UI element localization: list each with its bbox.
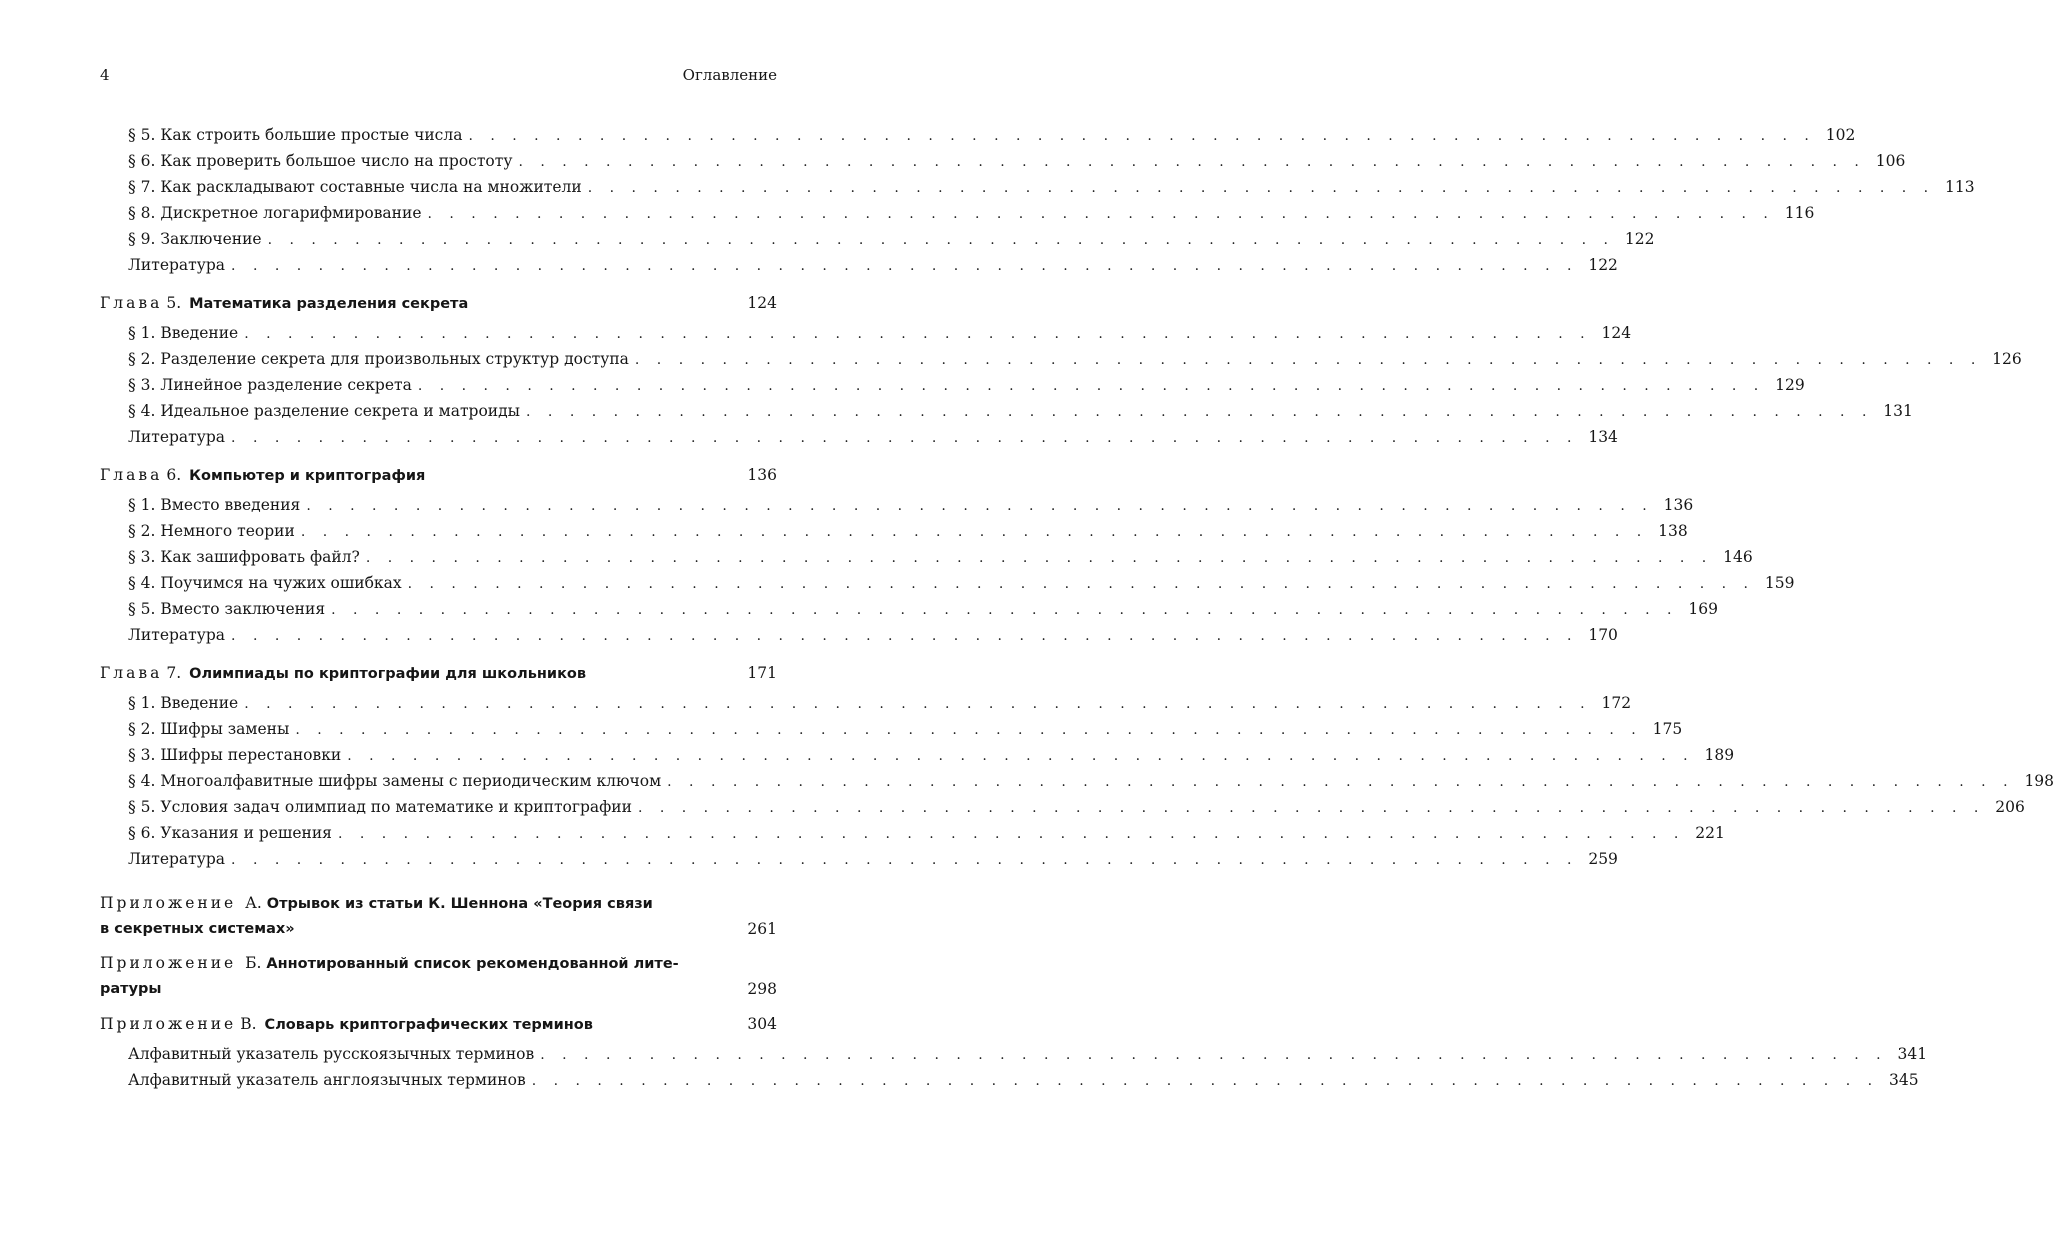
toc-entry-page: 116 xyxy=(1784,204,1815,222)
leader-dots: . . . . . . . . . . . . . . . . . . . . . . . . . . . . . . . . . . . . . . . . . . . . . . . . . . . . . . . . . . . . . . xyxy=(306,498,1654,514)
toc-entry-label: § 2. Шифры замены xyxy=(128,720,290,738)
toc-entry-page: 221 xyxy=(1695,824,1725,842)
appendix-title-line1: Аннотированный список рекомендованной лите- xyxy=(266,956,679,972)
leader-dots: . . . . . . . . . . . . . . . . . . . . . . . . . . . . . . . . . . . . . . . . . . . . . . . . . . . . . . . . . . . . . . xyxy=(231,852,1578,868)
leader-dots: . . . . . . . . . . . . . . . . . . . . . . . . . . . . . . . . . . . . . . . . . . . . . . . . . . . . . . . . . . . . . . xyxy=(637,800,1985,816)
toc-entry[interactable] xyxy=(100,372,1805,398)
chapter-title: Математика разделения секрета xyxy=(189,296,469,312)
toc-entry[interactable] xyxy=(100,742,1735,768)
toc-entry[interactable] xyxy=(100,596,1718,622)
page-header xyxy=(100,66,777,90)
leader-dots: . . . . . . . . . . . . . . . . . . . . . . . . . . . . . . . . . . . . . . . . . . . . . . . . . . . . . . . . . . . . . . xyxy=(347,748,1695,764)
toc-entry[interactable] xyxy=(100,424,1618,450)
leader-dots: . . . . . . . . . . . . . . . . . . . . . . . . . . . . . . . . . . . . . . . . . . . . . . . . . . . . . . . . . . . . . . xyxy=(417,378,1765,394)
appendix-prefix: Приложение xyxy=(100,1015,237,1033)
toc-entry[interactable] xyxy=(100,200,1815,226)
running-head: Оглавление xyxy=(682,66,777,84)
toc-entry-label: § 5. Вместо заключения xyxy=(128,600,326,618)
toc-entry-page: 170 xyxy=(1588,626,1618,644)
toc-entry-page: 172 xyxy=(1601,694,1632,712)
toc-entry-label: § 8. Дискретное логарифмирование xyxy=(128,204,422,222)
toc-entry-label: § 5. Условия задач олимпиад по математике и криптографии xyxy=(128,798,632,816)
appendix-letter: Б. xyxy=(245,954,262,972)
leader-dots: . . . . . . . . . . . . . . . . . . . . . . . . . . . . . . . . . . . . . . . . . . . . . . . . . . . . . . . . . . . . . . xyxy=(587,180,1935,196)
toc-entry-label: Литература xyxy=(128,428,226,446)
toc-entry-label: § 2. Немного теории xyxy=(128,522,295,540)
toc-entry[interactable] xyxy=(100,690,1632,716)
toc-entry[interactable] xyxy=(100,716,1683,742)
toc-entry-label: § 1. Введение xyxy=(128,324,239,342)
toc-entry-label: § 3. Шифры перестановки xyxy=(128,746,342,764)
leader-dots: . . . . . . . . . . . . . . . . . . . . . . . . . . . . . . . . . . . . . . . . . . . . . . . . . . . . . . . . . . . . . . xyxy=(295,722,1643,738)
leader-dots: . . . . . . . . . . . . . . . . . . . . . . . . . . . . . . . . . . . . . . . . . . . . . . . . . . . . . . . . . . . . . . xyxy=(244,326,1592,342)
chapter-number: 6. xyxy=(166,466,182,484)
toc-entry-page: 341 xyxy=(1897,1045,1928,1063)
chapter-heading-7[interactable] xyxy=(100,659,777,687)
toc-entry-page: 113 xyxy=(1945,178,1975,196)
toc-entry[interactable] xyxy=(100,252,1618,278)
toc-entry[interactable] xyxy=(100,398,1913,424)
toc-entry[interactable] xyxy=(100,622,1618,648)
appendix-prefix: Приложение xyxy=(100,954,237,972)
toc-entry-label: § 1. Введение xyxy=(128,694,239,712)
leader-dots: . . . . . . . . . . . . . . . . . . . . . . . . . . . . . . . . . . . . . . . . . . . . . . . . . . . . . . . . . . . . . . xyxy=(267,232,1615,248)
toc-entry[interactable] xyxy=(100,492,1694,518)
leader-dots: . . . . . . . . . . . . . . . . . . . . . . . . . . . . . . . . . . . . . . . . . . . . . . . . . . . . . . . . . . . . . . xyxy=(540,1047,1888,1063)
leader-dots: . . . . . . . . . . . . . . . . . . . . . . . . . . . . . . . . . . . . . . . . . . . . . . . . . . . . . . . . . . . . . . xyxy=(231,628,1578,644)
toc-entry[interactable] xyxy=(100,768,2054,794)
toc-entry[interactable] xyxy=(100,518,1688,544)
toc-entry-label: § 9. Заключение xyxy=(128,230,262,248)
chapter-prefix: Глава xyxy=(100,466,163,484)
toc-entry[interactable] xyxy=(100,570,1795,596)
toc-entry-label: § 4. Многоалфавитные шифры замены с периодическим ключом xyxy=(128,772,662,790)
toc-entry-page: 102 xyxy=(1825,126,1856,144)
toc-entry-page: 345 xyxy=(1888,1071,1919,1089)
chapter-page: 124 xyxy=(747,294,777,312)
toc-entry[interactable] xyxy=(100,1067,1919,1093)
toc-entry-page: 129 xyxy=(1775,376,1805,394)
toc-entry-label: Литература xyxy=(128,850,226,868)
appendix-page: 304 xyxy=(747,1015,777,1033)
chapter-number: 5. xyxy=(166,294,182,312)
appendix-letter: А. xyxy=(245,894,262,912)
toc-entry[interactable] xyxy=(100,122,1856,148)
appendix-heading-a[interactable] xyxy=(100,890,777,942)
leader-dots: . . . . . . . . . . . . . . . . . . . . . . . . . . . . . . . . . . . . . . . . . . . . . . . . . . . . . . . . . . . . . . xyxy=(337,826,1685,842)
toc-entry-label: Литература xyxy=(128,626,226,644)
toc-entry-label: Алфавитный указатель русскоязычных терминов xyxy=(128,1045,535,1063)
chapter-heading-5[interactable] xyxy=(100,289,777,317)
toc-entry-label: Алфавитный указатель англоязычных терминов xyxy=(128,1071,526,1089)
appendix-title: Словарь криптографических терминов xyxy=(264,1017,593,1033)
leader-dots: . . . . . . . . . . . . . . . . . . . . . . . . . . . . . . . . . . . . . . . . . . . . . . . . . . . . . . . . . . . . . . xyxy=(244,696,1592,712)
chapter-page: 171 xyxy=(747,664,777,682)
leader-dots: . . . . . . . . . . . . . . . . . . . . . . . . . . . . . . . . . . . . . . . . . . . . . . . . . . . . . . . . . . . . . . xyxy=(365,550,1713,566)
chapter-page: 136 xyxy=(747,466,777,484)
toc-entry-page: 122 xyxy=(1624,230,1655,248)
leader-dots: . . . . . . . . . . . . . . . . . . . . . . . . . . . . . . . . . . . . . . . . . . . . . . . . . . . . . . . . . . . . . . xyxy=(407,576,1755,592)
toc-entry-page: 122 xyxy=(1588,256,1618,274)
toc-entry-page: 136 xyxy=(1663,496,1694,514)
toc-entry-label: § 6. Указания и решения xyxy=(128,824,332,842)
toc-entry-page: 134 xyxy=(1588,428,1618,446)
chapter-prefix: Глава xyxy=(100,294,163,312)
toc-entry[interactable] xyxy=(100,320,1632,346)
leader-dots: . . . . . . . . . . . . . . . . . . . . . . . . . . . . . . . . . . . . . . . . . . . . . . . . . . . . . . . . . . . . . . xyxy=(518,154,1866,170)
leader-dots: . . . . . . . . . . . . . . . . . . . . . . . . . . . . . . . . . . . . . . . . . . . . . . . . . . . . . . . . . . . . . . xyxy=(331,602,1678,618)
chapter-prefix: Глава xyxy=(100,664,163,682)
chapter-title: Компьютер и криптография xyxy=(189,468,426,484)
toc-entry-label: Литература xyxy=(128,256,226,274)
leader-dots: . . . . . . . . . . . . . . . . . . . . . . . . . . . . . . . . . . . . . . . . . . . . . . . . . . . . . . . . . . . . . . xyxy=(468,128,1816,144)
appendix-heading-v[interactable] xyxy=(100,1010,777,1038)
toc-entry-page: 131 xyxy=(1883,402,1913,420)
toc-entry-label: § 4. Поучимся на чужих ошибках xyxy=(128,574,402,592)
chapter-heading-6[interactable] xyxy=(100,461,777,489)
toc-entry[interactable] xyxy=(100,820,1725,846)
toc-entry-page: 106 xyxy=(1875,152,1906,170)
appendix-title-line2: ратуры xyxy=(100,981,162,997)
toc-entry[interactable] xyxy=(100,1041,1928,1067)
leader-dots: . . . . . . . . . . . . . . . . . . . . . . . . . . . . . . . . . . . . . . . . . . . . . . . . . . . . . . . . . . . . . . xyxy=(667,774,2015,790)
leader-dots: . . . . . . . . . . . . . . . . . . . . . . . . . . . . . . . . . . . . . . . . . . . . . . . . . . . . . . . . . . . . . . xyxy=(231,258,1578,274)
toc-entry-label: § 1. Вместо введения xyxy=(128,496,301,514)
toc-entry[interactable] xyxy=(100,846,1618,872)
toc-entry-page: 146 xyxy=(1723,548,1753,566)
appendix-prefix: Приложение xyxy=(100,894,237,912)
appendix-title-line2: в секретных системах» xyxy=(100,921,295,937)
appendix-title-line1: Отрывок из статьи К. Шеннона «Теория связи xyxy=(266,896,653,912)
toc-entry-page: 175 xyxy=(1652,720,1683,738)
toc-entry[interactable] xyxy=(100,174,1975,200)
toc-entry[interactable] xyxy=(100,226,1655,252)
toc-entry-label: § 4. Идеальное разделение секрета и матроиды xyxy=(128,402,521,420)
toc-entry-page: 206 xyxy=(1995,798,2025,816)
toc-entry-page: 124 xyxy=(1601,324,1632,342)
leader-dots: . . . . . . . . . . . . . . . . . . . . . . . . . . . . . . . . . . . . . . . . . . . . . . . . . . . . . . . . . . . . . . xyxy=(300,524,1648,540)
toc-entry-label: § 5. Как строить большие простые числа xyxy=(128,126,463,144)
appendix-page: 298 xyxy=(747,980,777,998)
chapter-number: 7. xyxy=(166,664,182,682)
appendix-letter: В. xyxy=(240,1015,257,1033)
toc-entry-label: § 7. Как раскладывают составные числа на множители xyxy=(128,178,582,196)
appendix-heading-b[interactable] xyxy=(100,950,777,1002)
toc-entry-label: § 6. Как проверить большое число на простоту xyxy=(128,152,513,170)
toc-entry-page: 126 xyxy=(1992,350,2022,368)
leader-dots: . . . . . . . . . . . . . . . . . . . . . . . . . . . . . . . . . . . . . . . . . . . . . . . . . . . . . . . . . . . . . . xyxy=(531,1073,1879,1089)
leader-dots: . . . . . . . . . . . . . . . . . . . . . . . . . . . . . . . . . . . . . . . . . . . . . . . . . . . . . . . . . . . . . . xyxy=(526,404,1873,420)
toc-entry-page: 198 xyxy=(2024,772,2054,790)
chapter-title: Олимпиады по криптографии для школьников xyxy=(189,666,587,682)
leader-dots: . . . . . . . . . . . . . . . . . . . . . . . . . . . . . . . . . . . . . . . . . . . . . . . . . . . . . . . . . . . . . . xyxy=(231,430,1578,446)
toc-entry-label: § 3. Линейное разделение секрета xyxy=(128,376,412,394)
toc-entry-label: § 2. Разделение секрета для произвольных структур доступа xyxy=(128,350,629,368)
appendix-page: 261 xyxy=(747,920,777,938)
toc-entry-page: 159 xyxy=(1764,574,1795,592)
toc-entry-page: 259 xyxy=(1588,850,1618,868)
toc-entry[interactable] xyxy=(100,148,1906,174)
leader-dots: . . . . . . . . . . . . . . . . . . . . . . . . . . . . . . . . . . . . . . . . . . . . . . . . . . . . . . . . . . . . . . xyxy=(634,352,1982,368)
table-of-contents xyxy=(100,122,2054,1093)
toc-entry-page: 169 xyxy=(1688,600,1718,618)
toc-entry[interactable] xyxy=(100,544,1753,570)
toc-entry-label: § 3. Как зашифровать файл? xyxy=(128,548,360,566)
toc-entry[interactable] xyxy=(100,794,2025,820)
leader-dots: . . . . . . . . . . . . . . . . . . . . . . . . . . . . . . . . . . . . . . . . . . . . . . . . . . . . . . . . . . . . . . xyxy=(427,206,1775,222)
toc-entry-page: 138 xyxy=(1658,522,1688,540)
page-number: 4 xyxy=(100,66,110,84)
toc-entry-page: 189 xyxy=(1704,746,1735,764)
toc-entry[interactable] xyxy=(100,346,2022,372)
